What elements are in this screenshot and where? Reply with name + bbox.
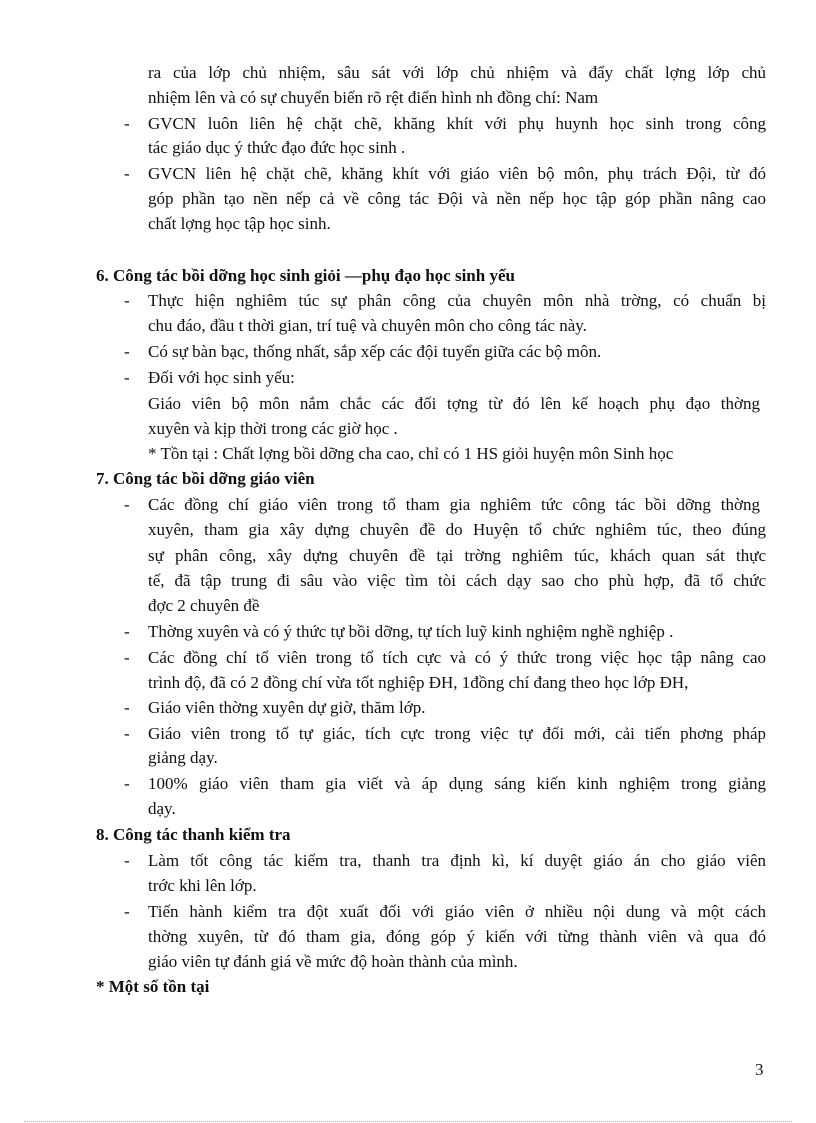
text-line: nhiệm lên và có sự chuyển biến rõ rệt điển hình nh đồng chí: Nam (148, 88, 599, 107)
text-line: Giáo viên trong tổ tự giác, tích cực trong việc tự đổi mới, cải tiến phơng pháp (148, 724, 766, 743)
text-line: trình độ, đã có 2 đồng chí vừa tốt nghiệp ĐH, 1đồng chí đang theo học lớp ĐH, (148, 673, 689, 692)
section-heading: 8. Công tác thanh kiểm tra (96, 825, 291, 844)
bullet-dash: - (124, 342, 130, 361)
text-line: Làm tốt công tác kiểm tra, thanh tra định kì, kí duyệt giáo án cho giáo viên (148, 851, 766, 870)
text-line: chất lợng học tập học sinh. (148, 214, 331, 233)
text-line: Các đồng chí giáo viên trong tổ tham gia nghiêm tức công tác bồi dỡng thờng (148, 495, 760, 514)
bullet-dash: - (124, 368, 130, 387)
text-line: giảng dạy. (148, 748, 218, 767)
text-line: ra của lớp chủ nhiệm, sâu sát với lớp chủ nhiệm và đẩy chất lợng lớp chủ (148, 63, 766, 82)
text-line: GVCN liên hệ chặt chẽ, khăng khít với giáo viên bộ môn, phụ trách Đội, từ đó (148, 164, 766, 183)
text-line: Thờng xuyên và có ý thức tự bồi dỡng, tự tích luỹ kinh nghiệm nghề nghiệp . (148, 622, 674, 641)
bullet-dash: - (124, 698, 130, 717)
text-line: Các đồng chí tổ viên trong tổ tích cực và có ý thức trong việc học tập nâng cao (148, 648, 766, 667)
bullet-dash: - (124, 902, 130, 921)
bullet-dash: - (124, 724, 130, 743)
footer-divider (24, 1121, 792, 1122)
section-heading: 6. Công tác bồi dỡng học sinh giỏi —phụ đạo học sinh yếu (96, 266, 515, 285)
text-line: trớc khi lên lớp. (148, 876, 257, 895)
text-line: xuyên, tham gia xây dựng chuyên đề do Huyện tổ chức nghiêm túc, theo đúng (148, 520, 766, 539)
text-line: Tiến hành kiểm tra đột xuất đối với giáo viên ở nhiều nội dung và một cách (148, 902, 766, 921)
page-number: 3 (755, 1060, 764, 1079)
text-line: chu đáo, đầu t thời gian, trí tuệ và chuyên môn cho công tác này. (148, 316, 587, 335)
text-line: dạy. (148, 799, 176, 818)
bullet-dash: - (124, 648, 130, 667)
text-line: giáo viên tự đánh giá về mức độ hoàn thành của mình. (148, 952, 518, 971)
text-line: đợc 2 chuyên đề (148, 596, 260, 615)
bullet-dash: - (124, 774, 130, 793)
section-heading: 7. Công tác bồi dỡng giáo viên (96, 469, 315, 488)
text-line: Thực hiện nghiêm túc sự phân công của chuyên môn nhà trờng, có chuẩn bị (148, 291, 766, 310)
text-line: góp phần tạo nền nếp cả về công tác Đội và nền nếp học tập góp phần nâng cao (148, 189, 766, 208)
text-line: Giáo viên bộ môn nắm chắc các đối tợng từ đó lên kế hoạch phụ đạo thờng (148, 394, 760, 413)
text-line: thờng xuyên, từ đó tham gia, đóng góp ý kiến với từng thành viên và qua đó (148, 927, 766, 946)
bullet-dash: - (124, 291, 130, 310)
text-line: * Tồn tại : Chất lợng bồi dỡng cha cao, chỉ có 1 HS giỏi huyện môn Sinh học (148, 444, 674, 463)
text-line: xuyên và kịp thời trong các giờ học . (148, 419, 398, 438)
text-line: GVCN luôn liên hệ chặt chẽ, khăng khít với phụ huynh học sinh trong công (148, 114, 766, 133)
text-line: Giáo viên thờng xuyên dự giờ, thăm lớp. (148, 698, 426, 717)
bullet-dash: - (124, 495, 130, 514)
text-line: tế, đã tập trung đi sâu vào việc tìm tòi cách dạy sao cho phù hợp, đã tổ chức (148, 571, 766, 590)
text-line: sự phân công, xây dựng chuyên đề tại trờng nghiêm túc, khách quan sát thực (148, 546, 766, 565)
text-line: 100% giáo viên tham gia viết và áp dụng sáng kiến kinh nghiệm trong giảng (148, 774, 766, 793)
bullet-dash: - (124, 114, 130, 133)
bullet-dash: - (124, 622, 130, 641)
bullet-dash: - (124, 851, 130, 870)
section-heading: * Một số tồn tại (96, 977, 210, 996)
bullet-dash: - (124, 164, 130, 183)
text-line: Đối với học sinh yếu: (148, 368, 295, 387)
text-line: tác giáo dục ý thức đạo đức học sinh . (148, 138, 406, 157)
text-line: Có sự bàn bạc, thống nhất, sắp xếp các đội tuyển giữa các bộ môn. (148, 342, 602, 361)
